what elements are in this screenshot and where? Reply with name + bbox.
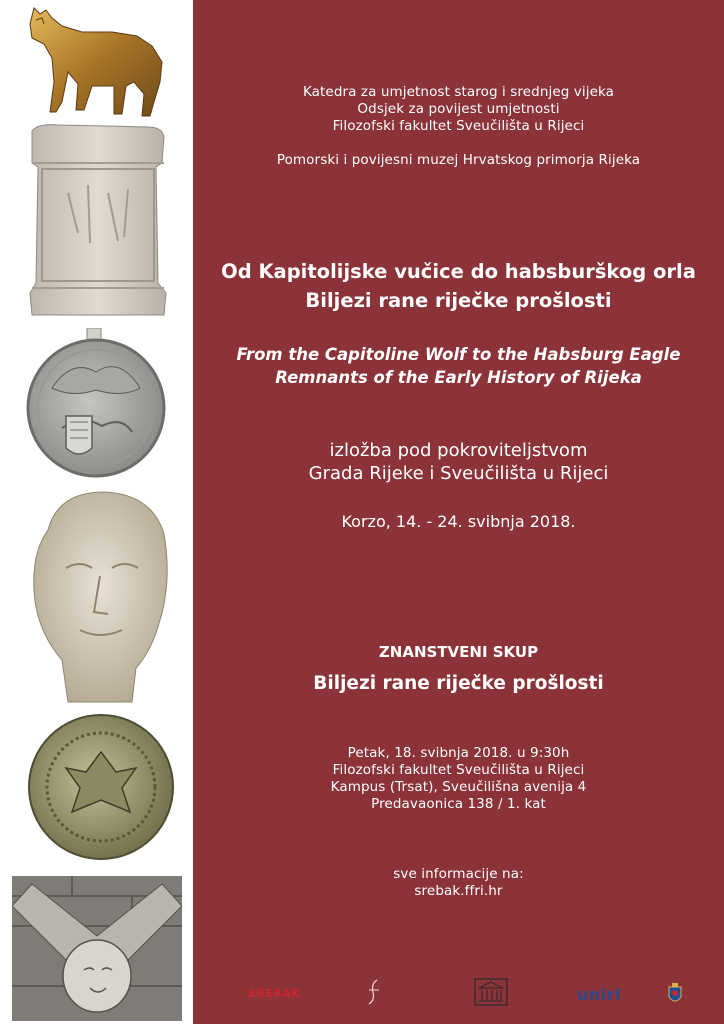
title-en-line-2: Remnants of the Early History of Rijeka xyxy=(275,368,642,387)
info-url[interactable]: srebak.ffri.hr xyxy=(414,883,503,899)
info-panel xyxy=(193,0,724,1024)
title-en-line-1: From the Capitoline Wolf to the Habsburg Eagle xyxy=(236,345,681,364)
info-label: sve informacije na: xyxy=(393,866,524,882)
organizer-line-4: Pomorski i povijesni muzej Hrvatskog primorja Rijeka xyxy=(276,152,641,168)
title-hr-line-2: Biljezi rane riječke prošlosti xyxy=(305,289,612,312)
exhibition-place-date: Korzo, 14. - 24. svibnja 2018. xyxy=(341,512,576,531)
faculty-logo xyxy=(365,978,383,1006)
stone-head-image xyxy=(28,490,173,705)
roman-altar-image xyxy=(28,123,168,318)
museum-logo xyxy=(474,978,508,1006)
title-hr-line-1: Od Kapitolijske vučice do habsburškog orla xyxy=(221,260,696,283)
capitoline-wolf-image xyxy=(22,2,172,120)
city-of-rijeka-crest-icon xyxy=(667,983,683,1005)
exhibition-line-1: izložba pod pokroviteljstvom xyxy=(329,440,588,461)
symposium-detail: Filozofski fakultet Sveučilišta u Rijeci xyxy=(332,762,585,778)
symposium-heading: ZNANSTVENI SKUP xyxy=(378,643,539,661)
coat-of-arms-relief-image xyxy=(22,328,172,478)
exhibition-line-2: Grada Rijeke i Sveučilišta u Rijeci xyxy=(308,463,609,484)
symposium-detail: Predavaonica 138 / 1. kat xyxy=(371,796,546,812)
keystone-relief-image xyxy=(12,876,182,1021)
silver-coin-image xyxy=(26,712,176,862)
symposium-detail: Petak, 18. svibnja 2018. u 9:30h xyxy=(347,745,570,761)
artifact-column xyxy=(0,0,193,1024)
symposium-name: Biljezi rane riječke prošlosti xyxy=(313,673,604,694)
organizer-line-3: Filozofski fakultet Sveučilišta u Rijeci xyxy=(332,118,585,134)
symposium-detail: Kampus (Trsat), Sveučilišna avenija 4 xyxy=(330,779,587,795)
organizer-line-2: Odsjek za povijest umjetnosti xyxy=(357,101,560,117)
organizer-line-1: Katedra za umjetnost starog i srednjeg vijeka xyxy=(302,84,615,100)
uniri-logo: uniri xyxy=(577,985,622,1004)
srebak-logo: SREBAK xyxy=(248,987,301,1000)
